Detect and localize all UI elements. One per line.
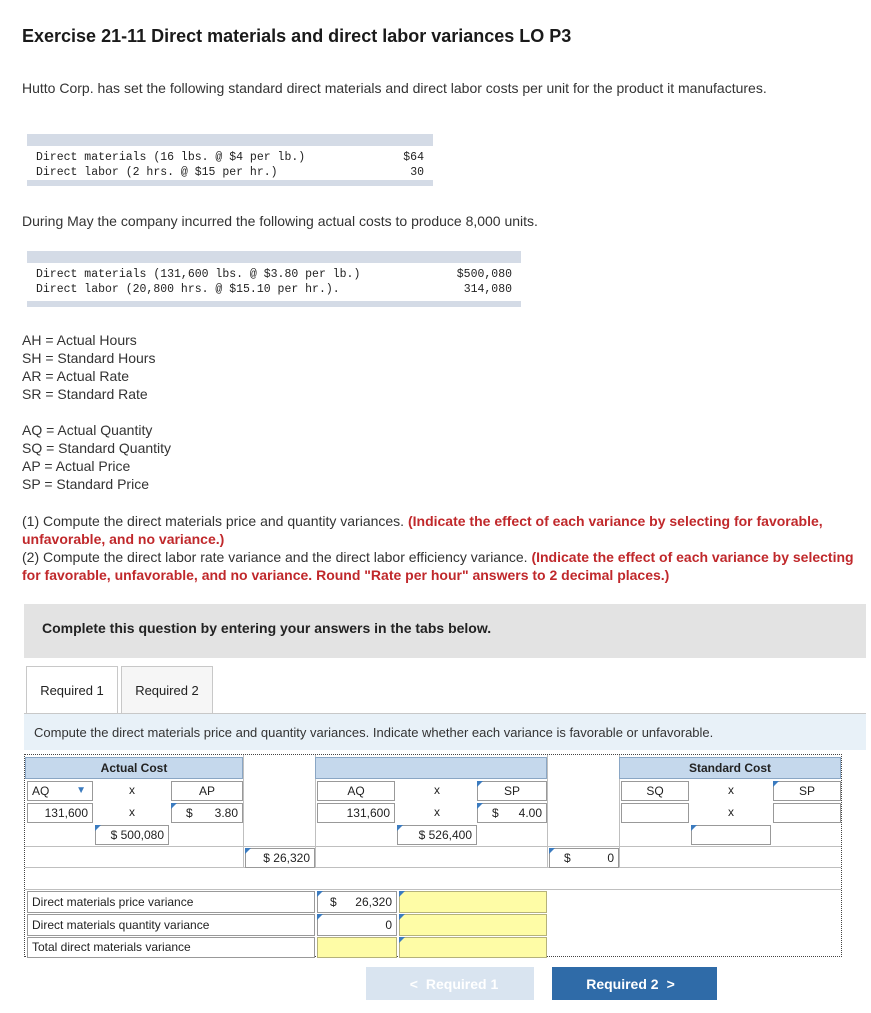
question-2: (2) Compute the direct labor rate variance and the direct labor efficiency variance. (Indicate the effect of each variance by selecting for favorable, unfavorable, and no variance. Round "Rate per hour" answers to 2 decimal places.): [22, 549, 854, 583]
middle-header: [315, 757, 547, 779]
question-2-note: (Indicate the effect of each variance by selecting for favorable, unfavorable, and no variance. Round "Rate per hour" answers to 2 decimal places.): [22, 549, 854, 583]
quantity-variance-effect-select[interactable]: [399, 914, 547, 936]
mid-aq-label-cell[interactable]: AQ: [317, 781, 395, 801]
std-sp-label-cell[interactable]: SP: [773, 781, 841, 801]
act-materials-label: Direct materials (131,600 lbs. @ $3.80 per lb.): [36, 268, 361, 281]
act-labor-label: Direct labor (20,800 hrs. @ $15.10 per hr.).: [36, 283, 340, 296]
sq-value-input[interactable]: [621, 803, 689, 823]
complete-banner: Complete this question by entering your answers in the tabs below.: [24, 604, 866, 658]
tab-instruction-text: Compute the direct materials price and quantity variances. Indicate whether each variance is favorable or unfavorable.: [34, 725, 714, 740]
standard-cost-table: [27, 134, 433, 186]
multiply-sign: x: [434, 783, 440, 797]
chevron-left-icon: <: [409, 975, 418, 992]
actual-cost-table: [27, 251, 521, 307]
total-variance-input[interactable]: [317, 937, 397, 958]
multiply-sign: x: [728, 805, 734, 819]
def-sr: SR = Standard Rate: [22, 386, 148, 402]
def-sq: SQ = Standard Quantity: [22, 440, 172, 456]
multiply-sign: x: [434, 805, 440, 819]
price-variance-effect-select[interactable]: [399, 891, 547, 913]
intro-text: Hutto Corp. has set the following standard direct materials and direct labor costs per unit for the product it manufactures.: [22, 80, 767, 96]
std-sp-value-input[interactable]: [773, 803, 841, 823]
tab-instruction-panel: [24, 714, 866, 750]
def-sp: SP = Standard Price: [22, 476, 149, 492]
variance-grid: [24, 754, 842, 957]
ap-value-input[interactable]: $ 3.80: [171, 803, 243, 823]
quantity-variance-input[interactable]: 0: [317, 914, 397, 936]
aq-value-input[interactable]: 131,600: [27, 803, 93, 823]
price-variance-input[interactable]: $ 26,320: [317, 891, 397, 913]
total-variance-effect-select[interactable]: [399, 937, 547, 958]
quantity-diff-input[interactable]: $ 0: [549, 848, 619, 868]
page-title: Exercise 21-11 Direct materials and direct labor variances LO P3: [22, 26, 572, 46]
act-materials-value: $500,080: [456, 268, 512, 281]
standard-total-input[interactable]: [691, 825, 771, 845]
ap-label-cell[interactable]: AP: [171, 781, 243, 801]
sq-label-cell[interactable]: SQ: [621, 781, 689, 801]
price-diff-input[interactable]: $ 26,320: [245, 848, 315, 868]
standard-cost-header: Standard Cost: [619, 757, 841, 779]
multiply-sign: x: [129, 805, 135, 819]
next-required-button[interactable]: Required 2 >: [552, 967, 717, 1000]
question-1: (1) Compute the direct materials price and quantity variances. (Indicate the effect of each variance by selecting for favorable, unfavorable, and no variance.): [22, 513, 823, 547]
question-1-note: (Indicate the effect of each variance by selecting for favorable, unfavorable, and no variance.): [22, 513, 823, 547]
actual-intro-text: During May the company incurred the following actual costs to produce 8,000 units.: [22, 213, 538, 229]
def-ap: AP = Actual Price: [22, 458, 131, 474]
dropdown-arrow-icon: ▼: [76, 785, 86, 796]
mid-aq-value-input[interactable]: 131,600: [317, 803, 395, 823]
def-ar: AR = Actual Rate: [22, 368, 130, 384]
tab-required-1[interactable]: Required 1: [26, 666, 118, 714]
def-aq: AQ = Actual Quantity: [22, 422, 153, 438]
instructions: [22, 512, 862, 584]
std-materials-label: Direct materials (16 lbs. @ $4 per lb.): [36, 151, 306, 164]
std-labor-label: Direct labor (2 hrs. @ $15 per hr.): [36, 166, 278, 179]
quantity-variance-label: Direct materials quantity variance: [27, 914, 315, 936]
price-variance-label: Direct materials price variance: [27, 891, 315, 913]
quantity-definitions: [22, 421, 171, 493]
std-labor-value: 30: [410, 166, 424, 179]
actual-cost-header: Actual Cost: [25, 757, 243, 779]
total-variance-label: Total direct materials variance: [27, 937, 315, 958]
def-ah: AH = Actual Hours: [22, 332, 137, 348]
sp-label-cell[interactable]: SP: [477, 781, 547, 801]
hours-definitions: [22, 331, 155, 403]
chevron-right-icon: >: [666, 975, 675, 992]
std-materials-value: $64: [403, 151, 424, 164]
actual-total-input[interactable]: $ 500,080: [95, 825, 169, 845]
sp-value-input[interactable]: $ 4.00: [477, 803, 547, 823]
aq-select[interactable]: AQ ▼: [27, 781, 93, 801]
act-labor-value: 314,080: [463, 283, 512, 296]
multiply-sign: x: [129, 783, 135, 797]
tab-required-2[interactable]: Required 2: [121, 666, 213, 714]
multiply-sign: x: [728, 783, 734, 797]
prev-required-button[interactable]: < Required 1: [366, 967, 534, 1000]
def-sh: SH = Standard Hours: [22, 350, 156, 366]
mid-total-input[interactable]: $ 526,400: [397, 825, 477, 845]
